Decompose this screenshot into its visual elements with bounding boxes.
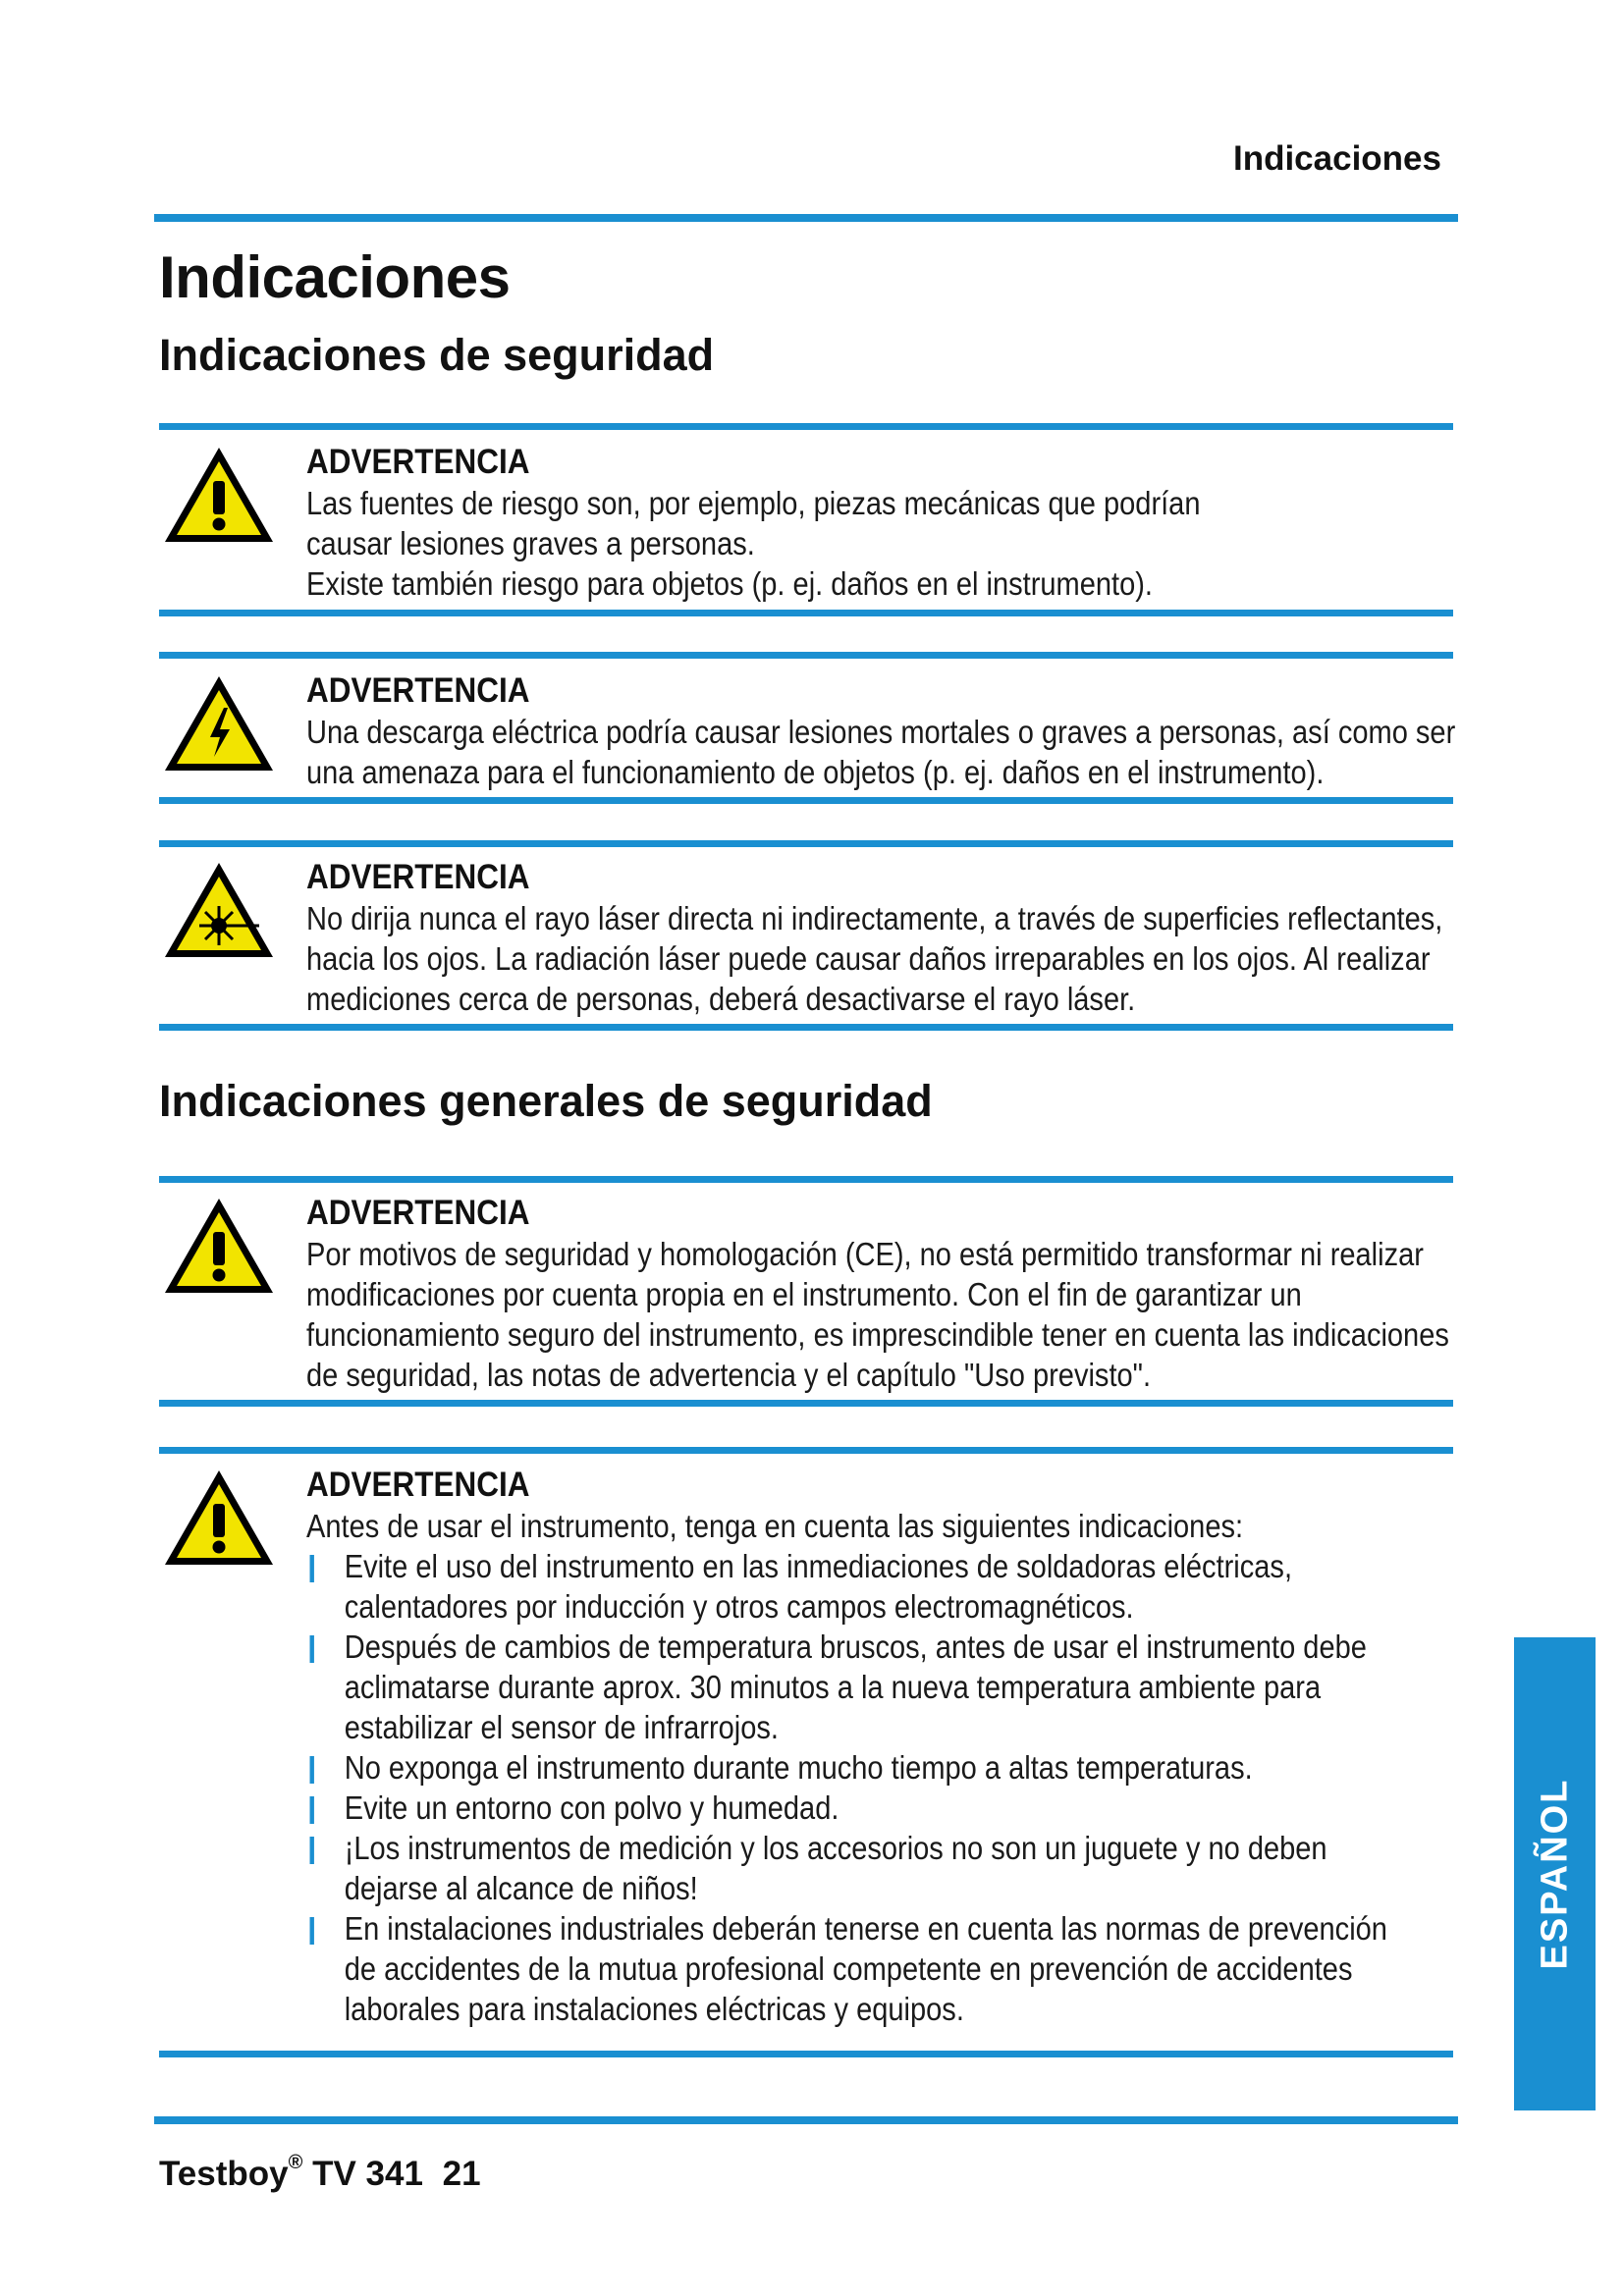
list-item (306, 1908, 1412, 2029)
language-tab-label: ESPAÑOL (1534, 1778, 1575, 1970)
bullet-marker (310, 1555, 314, 1582)
laser-warning-icon (161, 859, 277, 961)
footer-rule (154, 2116, 1458, 2124)
warning-3-bottom-rule (159, 1024, 1453, 1031)
language-tab (1514, 1637, 1596, 2110)
exclamation-warning-icon (161, 1195, 277, 1297)
warning-label: ADVERTENCIA (306, 671, 530, 710)
warning-line: Por motivos de seguridad y homologación (CE), no está permitido transformar ni realizar modificaciones por cuenta propia en el instrumento. Con el fin de garantizar un funcionamiento seguro del instrumento, es imprescindible tener en cuenta las indicaciones de seguridad, las notas de advertencia y el capítulo "Uso previsto". (306, 1236, 1449, 1393)
list-item-text: Evite un entorno con polvo y humedad. (344, 1789, 839, 1826)
warning-text (306, 712, 1455, 792)
list-item (306, 1828, 1412, 1908)
list-item (306, 1788, 1412, 1828)
warning-label: ADVERTENCIA (306, 1466, 530, 1504)
bullet-marker (310, 1756, 314, 1784)
warning-line: No dirija nunca el rayo láser directa ni indirectamente, a través de superficies reflectantes, hacia los ojos. La radiación láser puede causar daños irreparables en los ojos. Al realizar mediciones cerca de personas, deberá desactivarse el rayo láser. (306, 900, 1443, 1017)
bullet-marker (310, 1837, 314, 1864)
warning-4-top-rule (159, 1176, 1453, 1183)
warning-line: Las fuentes de riesgo son, por ejemplo, piezas mecánicas que podrían causar lesiones graves a personas. (306, 485, 1201, 561)
bullet-marker (310, 1796, 314, 1824)
bullet-marker (310, 1635, 314, 1663)
electric-shock-warning-icon (161, 672, 277, 774)
warning-text (306, 483, 1455, 604)
warning-line: Una descarga eléctrica podría causar lesiones mortales o graves a personas, así como ser una amenaza para el funcionamiento de objetos (p. ej. daños en el instrumento). (306, 714, 1456, 790)
list-item-text: Evite el uso del instrumento en las inmediaciones de soldadoras eléctricas, calentadores por inducción y otros campos electromagnéticos. (344, 1548, 1293, 1625)
list-item-text: ¡Los instrumentos de medición y los accesorios no son un juguete y no deben dejarse al alcance de niños! (344, 1830, 1327, 1906)
warning-1-bottom-rule (159, 610, 1453, 616)
warning-label: ADVERTENCIA (306, 1194, 530, 1232)
list-item-text: No exponga el instrumento durante mucho tiempo a altas temperaturas. (344, 1749, 1253, 1786)
section-heading-general-safety: Indicaciones generales de seguridad (159, 1076, 933, 1126)
warning-line: Existe también riesgo para objetos (p. ej. daños en el instrumento). (306, 565, 1153, 602)
header-rule (154, 214, 1458, 222)
warning-5-top-rule (159, 1447, 1453, 1454)
warning-text (306, 1506, 1455, 2029)
footer (159, 2152, 481, 2194)
warning-4-bottom-rule (159, 1400, 1453, 1407)
footer-brand: Testboy (159, 2155, 289, 2193)
warning-text (306, 1234, 1455, 1395)
warning-3-top-rule (159, 840, 1453, 847)
warning-label: ADVERTENCIA (306, 858, 530, 896)
warning-5-bottom-rule (159, 2051, 1453, 2057)
exclamation-warning-icon (161, 444, 277, 546)
list-item (306, 1627, 1412, 1747)
footer-model: TV 341 (312, 2155, 423, 2193)
page-title: Indicaciones (159, 244, 511, 310)
warning-bullet-list (306, 1546, 1412, 2029)
bullet-marker (310, 1917, 314, 1945)
warning-1-top-rule (159, 423, 1453, 430)
list-item (306, 1546, 1412, 1627)
running-header: Indicaciones (1232, 139, 1441, 178)
registered-mark: ® (288, 2152, 303, 2174)
warning-text (306, 898, 1455, 1019)
warning-label: ADVERTENCIA (306, 443, 530, 481)
list-item-text: En instalaciones industriales deberán tenerse en cuenta las normas de prevención de accidentes de la mutua profesional competente en prevención de accidentes laborales para instalaciones eléctricas y equipos. (344, 1910, 1387, 2027)
exclamation-warning-icon (161, 1467, 277, 1569)
section-heading-safety: Indicaciones de seguridad (159, 330, 715, 380)
warning-2-top-rule (159, 652, 1453, 659)
list-item (306, 1747, 1412, 1788)
warning-2-bottom-rule (159, 797, 1453, 804)
page-number: 21 (442, 2155, 481, 2193)
list-item-text: Después de cambios de temperatura bruscos, antes de usar el instrumento debe aclimatarse durante aprox. 30 minutos a la nueva temperatura ambiente para estabilizar el sensor de infrarrojos. (344, 1629, 1367, 1745)
warning-intro: Antes de usar el instrumento, tenga en cuenta las siguientes indicaciones: (306, 1508, 1244, 1544)
